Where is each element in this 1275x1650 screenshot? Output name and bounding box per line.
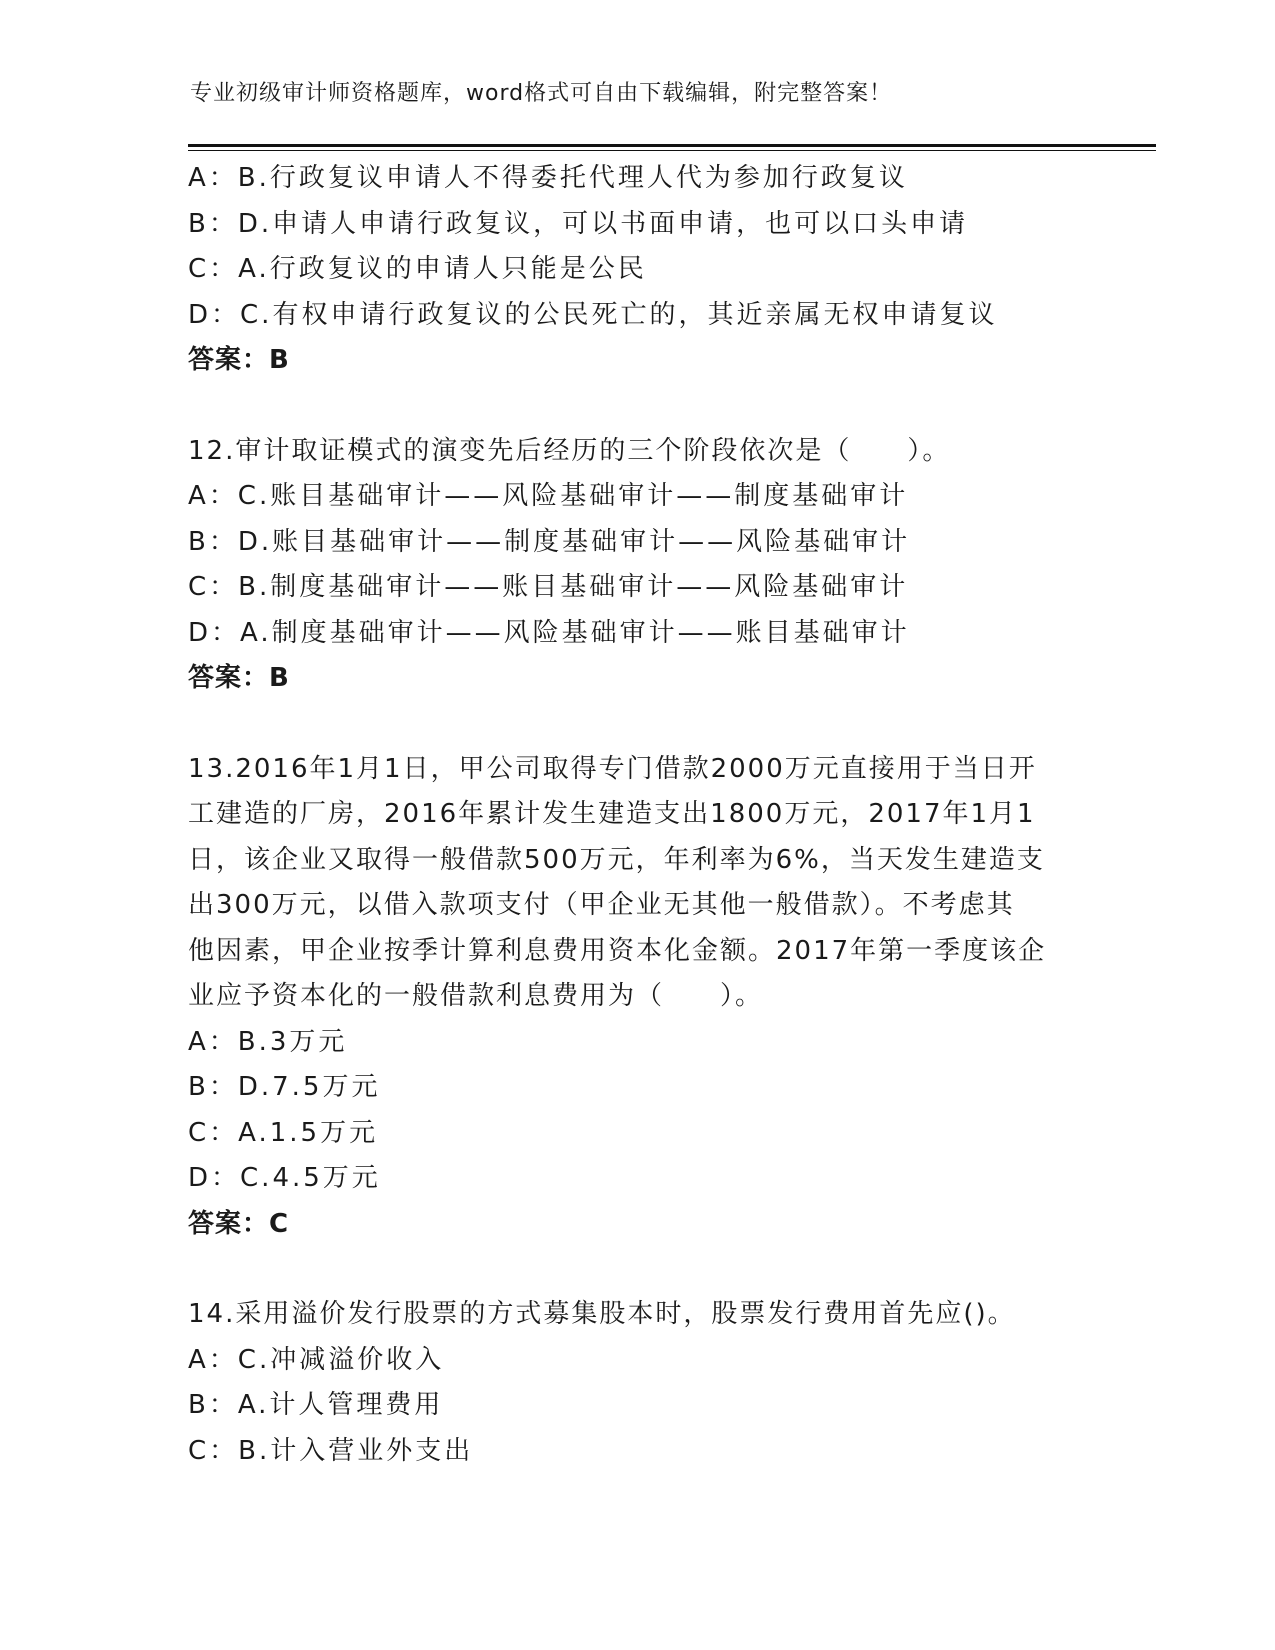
answer-option: A：C.冲减溢价收入 [188,1344,445,1375]
page-header: 专业初级审计师资格题库，word格式可自由下载编辑，附完整答案！ [190,81,893,106]
question-stem [188,429,1088,475]
question-stem [188,1292,1088,1338]
answer-key: 答案：B [188,663,290,693]
answer-option: C：B.制度基础审计——账目基础审计——风险基础审计 [188,572,909,602]
answer-option: B：D.申请人申请行政复议，可以书面申请，也可以口头申请 [188,208,969,239]
question-block [188,1292,1088,1474]
question-stem-line: 出300万元，以借入款项支付（甲企业无其他一般借款）。不考虑其 [188,890,1015,920]
answer-option: B：A.计人管理费用 [188,1390,444,1420]
question-stem-line: 日，该企业又取得一般借款500万元，年利率为6%，当天发生建造支 [188,844,1045,875]
question-stem-line: 14.采用溢价发行股票的方式募集股本时，股票发行费用首先应()。 [188,1299,1016,1329]
answer-option: A：C.账目基础审计——风险基础审计——制度基础审计 [188,481,909,511]
question-stem [188,747,1088,1020]
answer-option: D：C.有权申请行政复议的公民死亡的，其近亲属无权申请复议 [188,299,998,330]
header-rule-thin [188,150,1156,151]
answer-key: 答案：C [188,1208,290,1239]
answer-option: D：C.4.5万元 [188,1163,381,1193]
answer-option: A：B.行政复议申请人不得委托代理人代为参加行政复议 [188,163,908,193]
question-list [188,156,1088,1474]
question-block [188,429,1088,702]
question-stem-line: 他因素，甲企业按季计算利息费用资本化金额。2017年第一季度该企 [188,935,1047,966]
question-stem-line: 12.审计取证模式的演变先后经历的三个阶段依次是（ ）。 [188,435,951,466]
question-stem-line: 13.2016年1月1日，甲公司取得专门借款2000万元直接用于当日开 [188,753,1037,784]
answer-option: C：A.行政复议的申请人只能是公民 [188,254,647,284]
header-rule-thick [188,144,1156,147]
answer-option: B：D.账目基础审计——制度基础审计——风险基础审计 [188,526,911,557]
answer-option: C：B.计入营业外支出 [188,1435,474,1466]
answer-option: B：D.7.5万元 [188,1072,381,1102]
answer-option: A：B.3万元 [188,1026,348,1057]
question-stem-line: 业应予资本化的一般借款利息费用为（ ）。 [188,981,764,1011]
question-block [188,156,1088,384]
answer-key: 答案：B [188,345,290,375]
question-stem-line: 工建造的厂房，2016年累计发生建造支出1800万元，2017年1月1 [188,799,1036,829]
answer-option: C：A.1.5万元 [188,1117,379,1148]
answer-option: D：A.制度基础审计——风险基础审计——账目基础审计 [188,617,910,648]
question-block [188,747,1088,1248]
